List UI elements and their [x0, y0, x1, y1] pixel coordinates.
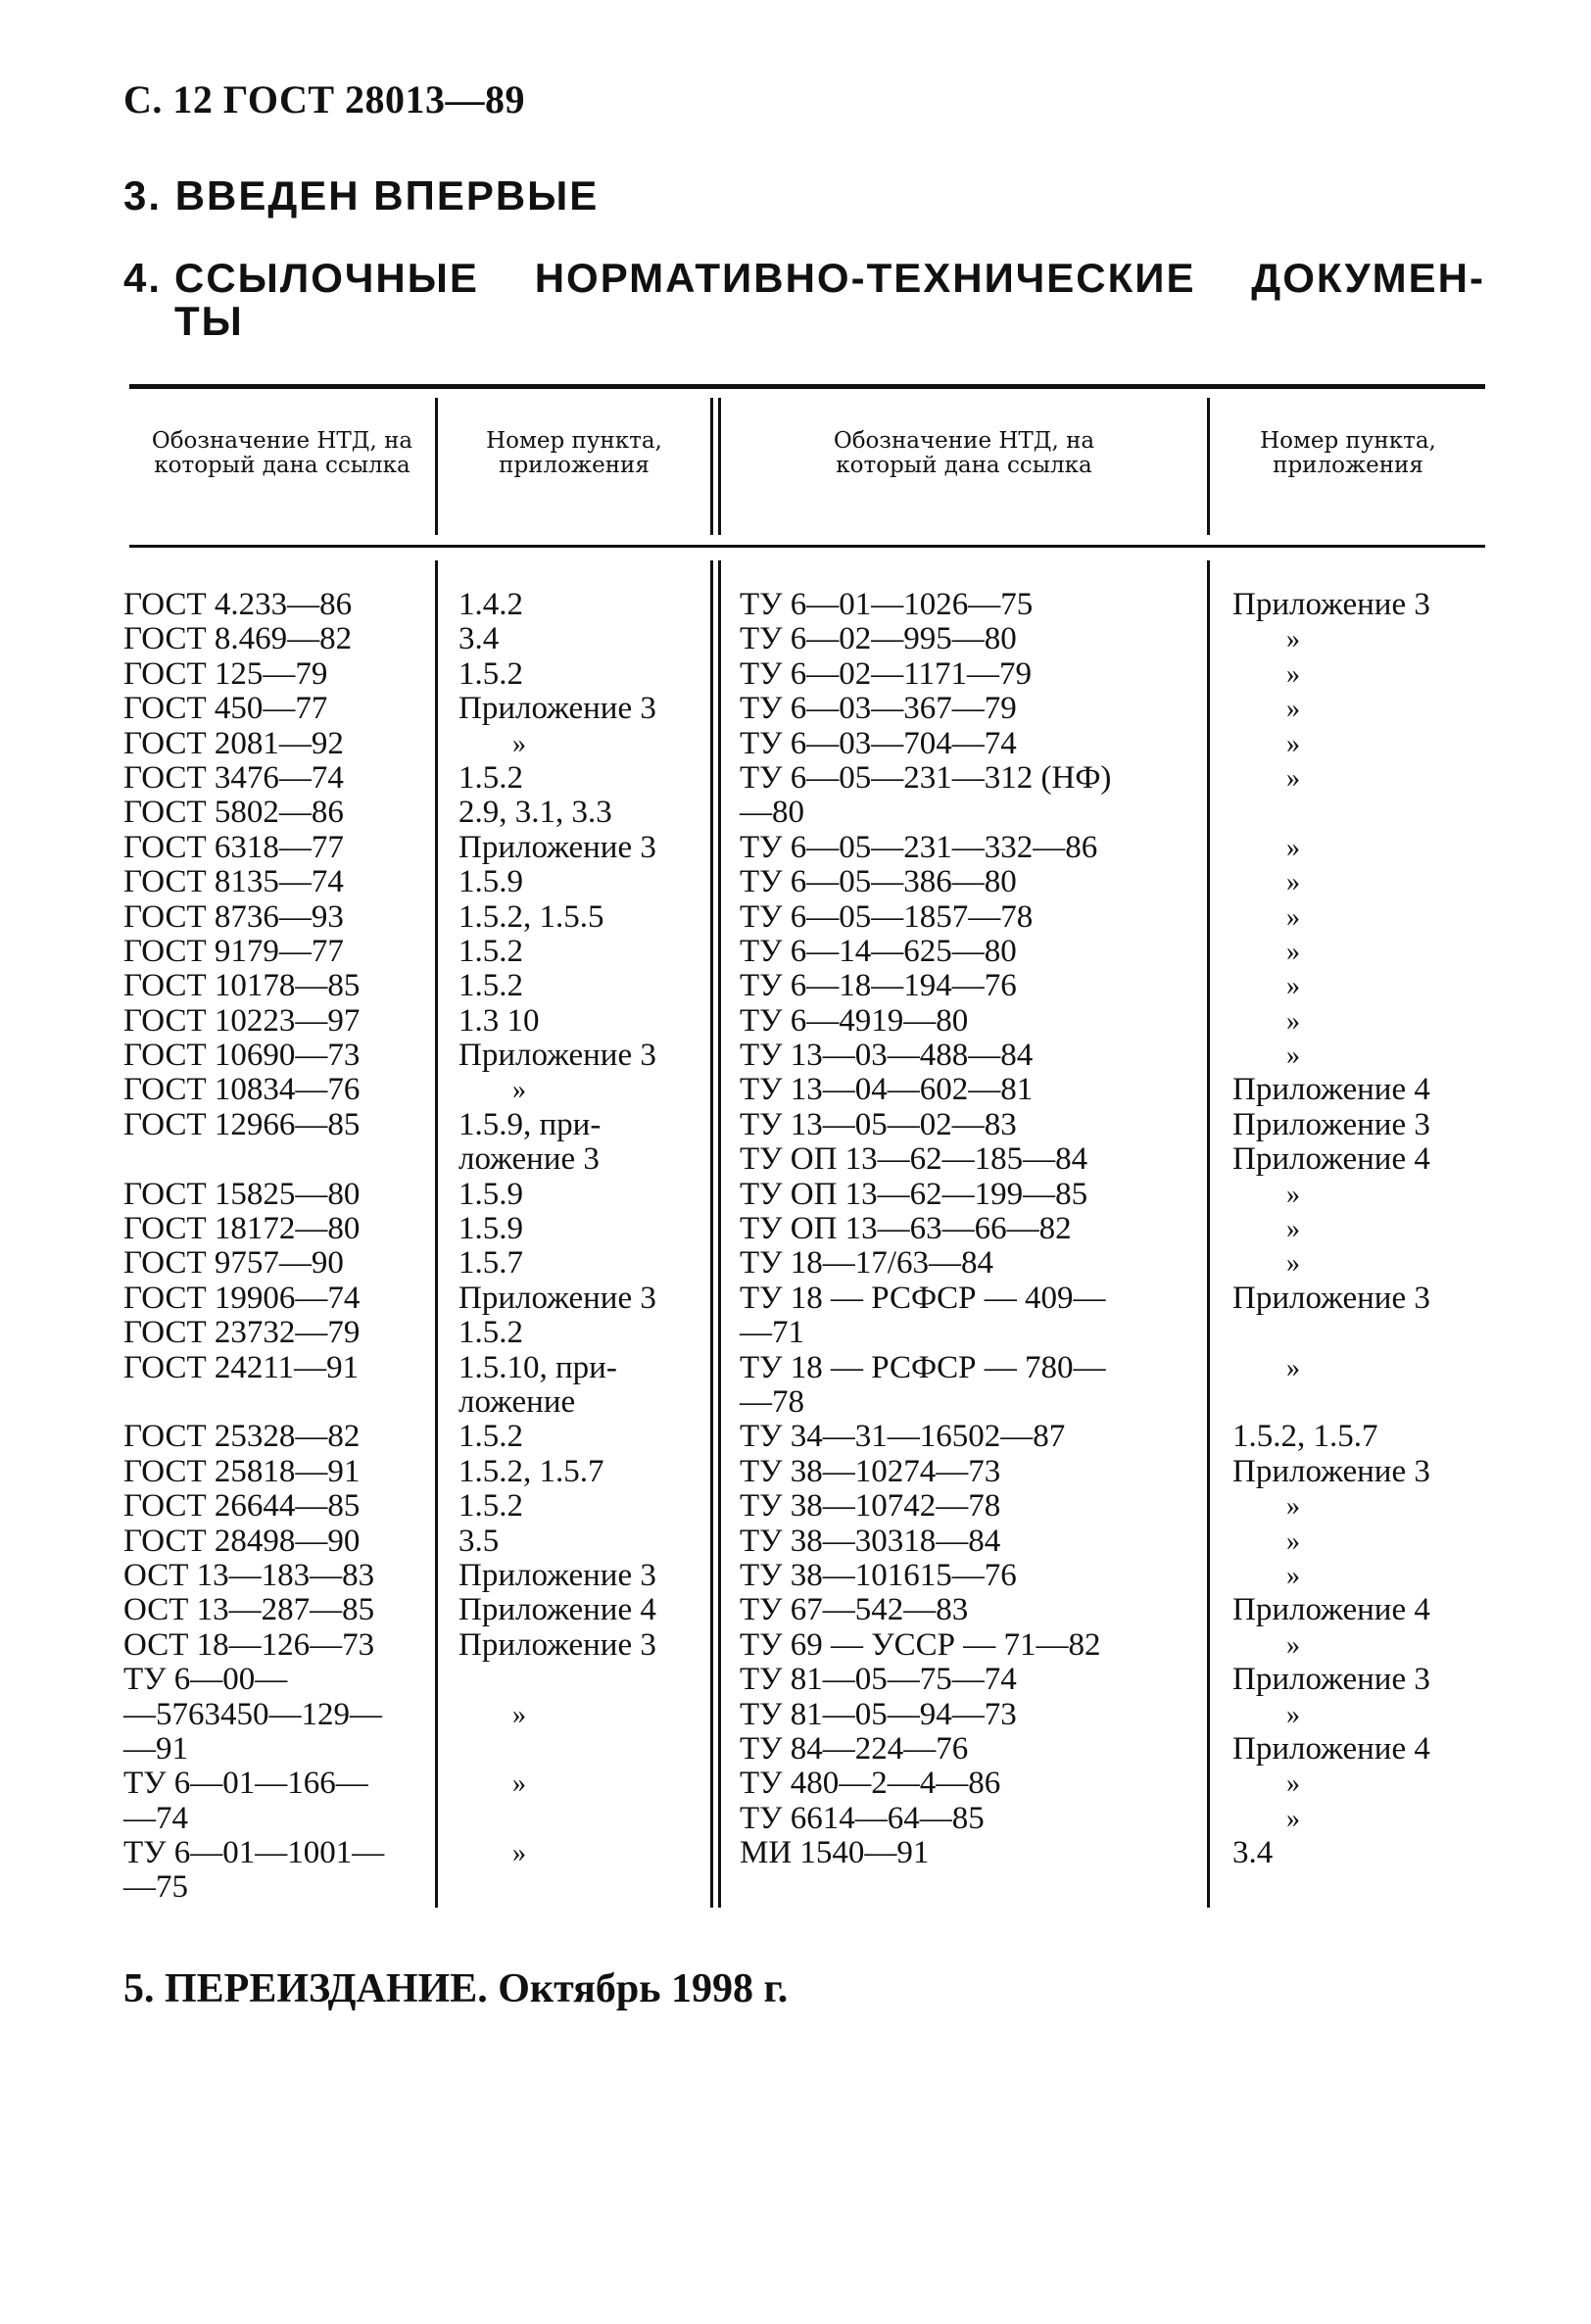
- item-number-line: 1.5.2, 1.5.7: [458, 1453, 604, 1489]
- ntd-designation-line: —5763450—129—: [123, 1696, 382, 1732]
- item-number-line: »: [1286, 1525, 1300, 1557]
- item-number-line: »: [512, 728, 526, 759]
- item-number-line: 3.5: [458, 1523, 500, 1559]
- ntd-designation-line: —71: [740, 1315, 804, 1351]
- item-number-line: »: [1286, 867, 1300, 898]
- ntd-designation-line: ГОСТ 10690—73: [123, 1038, 361, 1074]
- item-number-line: ложение: [458, 1383, 576, 1420]
- item-number-line: Приложение 3: [1232, 587, 1430, 622]
- ntd-designation-line: ТУ 480—2—4—86: [740, 1766, 1001, 1802]
- ntd-designation-line: ОСТ 18—126—73: [123, 1626, 375, 1663]
- ntd-designation-line: ТУ 84—224—76: [740, 1730, 969, 1767]
- header-left-item: Номер пункта, приложения: [486, 428, 662, 478]
- item-number-line: 1.5.2: [458, 1419, 523, 1455]
- ntd-designation-line: ГОСТ 12966—85: [123, 1106, 361, 1142]
- ntd-designation-line: ТУ ОП 13—62—185—84: [740, 1141, 1088, 1178]
- item-number-line: 1.4.2: [458, 587, 523, 622]
- item-number-line: Приложение 3: [458, 1626, 656, 1663]
- item-number-line: [458, 1663, 656, 1697]
- section-4-title-line1: ССЫЛОЧНЫЕ НОРМАТИВНО-ТЕХНИЧЕСКИЕ ДОКУМЕН-: [174, 255, 1485, 301]
- item-number-line: 3.4: [458, 621, 500, 657]
- ntd-designation-line: ГОСТ 19906—74: [123, 1280, 361, 1316]
- item-number-line: 1.5.9: [458, 1176, 523, 1212]
- ntd-designation-line: ТУ ОП 13—62—199—85: [740, 1176, 1088, 1212]
- item-number-line: 1.3 10: [458, 1002, 540, 1039]
- ntd-designation-line: —80: [740, 795, 804, 831]
- ntd-designation-line: ТУ 38—10274—73: [740, 1453, 1001, 1489]
- item-number-line: 1.5.2: [458, 1315, 523, 1351]
- header-left-doc: Обозначение НТД, на который дана ссылка: [151, 428, 413, 478]
- item-number-line: 1.5.2: [458, 968, 523, 1004]
- ntd-designation-line: ТУ 13—03—488—84: [740, 1038, 1034, 1074]
- column-divider: [435, 560, 438, 1908]
- item-number-line: »: [512, 1768, 526, 1800]
- column-left-doc: [123, 588, 384, 1906]
- item-number-line: 1.5.2, 1.5.5: [458, 898, 604, 935]
- item-number-line: 1.5.9, при-: [458, 1106, 602, 1142]
- item-number-line: ложение 3: [458, 1141, 600, 1178]
- ntd-designation-line: [123, 1142, 384, 1177]
- ntd-designation-line: ТУ 18 — РСФСР — 780—: [740, 1349, 1106, 1385]
- ntd-designation-line: ГОСТ 6318—77: [123, 829, 344, 865]
- ntd-designation-line: ГОСТ 10223—97: [123, 1002, 361, 1039]
- item-number-line: »: [1286, 1560, 1300, 1591]
- section-5-date: Октябрь 1998 г.: [498, 1966, 789, 2011]
- item-number-line: »: [1286, 694, 1300, 725]
- item-number-line: [1232, 1316, 1430, 1350]
- header-right-doc: Обозначение НТД, на который дана ссылка: [833, 428, 1095, 478]
- item-number-line: [458, 1802, 656, 1836]
- column-left-item: [458, 588, 656, 1906]
- item-number-line: »: [1286, 1352, 1300, 1383]
- table-top-rule: [129, 384, 1485, 389]
- ntd-designation-line: ГОСТ 125—79: [123, 655, 328, 692]
- item-number-line: »: [1286, 971, 1300, 1002]
- section-4-title-line2: ТЫ: [174, 298, 244, 344]
- item-number-line: 3.4: [1232, 1835, 1274, 1871]
- item-number-line: 1.5.10, при-: [458, 1349, 617, 1385]
- ntd-designation-line: ОСТ 13—287—85: [123, 1592, 375, 1628]
- ntd-designation-line: ГОСТ 9757—90: [123, 1245, 344, 1282]
- ntd-designation-line: ТУ 18 — РСФСР — 409—: [740, 1280, 1106, 1316]
- item-number-line: 1.5.2, 1.5.7: [1232, 1419, 1378, 1455]
- header-right-item: Номер пункта, приложения: [1260, 428, 1436, 478]
- ntd-designation-line: ТУ 6—01—166—: [123, 1766, 368, 1802]
- ntd-designation-line: ГОСТ 8.469—82: [123, 621, 353, 657]
- ntd-designation-line: ТУ 6—05—231—312 (НФ): [740, 759, 1112, 796]
- item-number-line: »: [1286, 658, 1300, 690]
- item-number-line: Приложение 4: [1232, 1730, 1430, 1767]
- item-number-line: »: [1286, 1041, 1300, 1072]
- page-header: С. 12 ГОСТ 28013—89: [123, 77, 526, 121]
- ntd-designation-line: ГОСТ 450—77: [123, 691, 328, 727]
- ntd-designation-line: ТУ 6—05—231—332—86: [740, 829, 1098, 865]
- column-right-doc: [740, 588, 1111, 1906]
- item-number-line: [1232, 1870, 1430, 1905]
- item-number-line: »: [512, 1699, 526, 1730]
- reference-table: [123, 384, 1485, 1911]
- item-number-line: [458, 1870, 656, 1905]
- ntd-designation-line: ГОСТ 2081—92: [123, 725, 344, 761]
- item-number-line: Приложение 4: [1232, 1141, 1430, 1178]
- item-number-line: »: [1286, 1629, 1300, 1661]
- ntd-designation-line: ГОСТ 23732—79: [123, 1315, 361, 1351]
- ntd-designation-line: ГОСТ 26644—85: [123, 1488, 361, 1525]
- ntd-designation-line: ГОСТ 25818—91: [123, 1453, 361, 1489]
- item-number-line: »: [512, 1075, 526, 1106]
- item-number-line: [458, 1732, 656, 1767]
- item-number-line: [1232, 1385, 1430, 1420]
- item-number-line: »: [1286, 762, 1300, 794]
- table-header-rule: [129, 545, 1485, 548]
- ntd-designation-line: ГОСТ 8736—93: [123, 898, 344, 935]
- ntd-designation-line: ТУ 6—05—386—80: [740, 864, 1017, 900]
- ntd-designation-line: ТУ 81—05—75—74: [740, 1662, 1017, 1698]
- item-number-line: »: [1286, 728, 1300, 759]
- ntd-designation-line: ТУ ОП 13—63—66—82: [740, 1211, 1072, 1247]
- section-4-number: 4.: [123, 255, 163, 301]
- item-number-line: Приложение 3: [1232, 1453, 1430, 1489]
- column-divider: [710, 560, 713, 1908]
- ntd-designation-line: ГОСТ 4.233—86: [123, 587, 353, 622]
- ntd-designation-line: ГОСТ 15825—80: [123, 1176, 361, 1212]
- ntd-designation-line: ГОСТ 9179—77: [123, 933, 344, 969]
- ntd-designation-line: [740, 1870, 1111, 1905]
- item-number-line: »: [1286, 624, 1300, 655]
- ntd-designation-line: ТУ 6—4919—80: [740, 1002, 969, 1039]
- ntd-designation-line: ГОСТ 5802—86: [123, 795, 344, 831]
- ntd-designation-line: ГОСТ 10178—85: [123, 968, 361, 1004]
- ntd-designation-line: ТУ 6—00—: [123, 1662, 288, 1698]
- ntd-designation-line: ТУ 6—01—1026—75: [740, 587, 1034, 622]
- ntd-designation-line: ТУ 38—10742—78: [740, 1488, 1001, 1525]
- ntd-designation-line: ГОСТ 25328—82: [123, 1419, 361, 1455]
- ntd-designation-line: ГОСТ 8135—74: [123, 864, 344, 900]
- item-number-line: 1.5.2: [458, 933, 523, 969]
- ntd-designation-line: ГОСТ 10834—76: [123, 1072, 361, 1108]
- ntd-designation-line: ОСТ 13—183—83: [123, 1557, 375, 1593]
- ntd-designation-line: ТУ 18—17/63—84: [740, 1245, 993, 1282]
- item-number-line: Приложение 3: [458, 1280, 656, 1316]
- item-number-line: 1.5.7: [458, 1245, 523, 1282]
- item-number-line: 1.5.9: [458, 864, 523, 900]
- ntd-designation-line: ТУ 6—05—1857—78: [740, 898, 1034, 935]
- section-3-heading: 3. ВВЕДЕН ВПЕРВЫЕ: [123, 172, 600, 218]
- ntd-designation-line: ТУ 13—04—602—81: [740, 1072, 1034, 1108]
- ntd-designation-line: —91: [123, 1730, 188, 1767]
- item-number-line: »: [1286, 901, 1300, 933]
- ntd-designation-line: ТУ 6—03—704—74: [740, 725, 1017, 761]
- ntd-designation-line: ТУ 6—03—367—79: [740, 691, 1017, 727]
- ntd-designation-line: ТУ 6—18—194—76: [740, 968, 1017, 1004]
- ntd-designation-line: ТУ 6614—64—85: [740, 1800, 985, 1836]
- ntd-designation-line: ГОСТ 24211—91: [123, 1349, 360, 1385]
- ntd-designation-line: ТУ 6—14—625—80: [740, 933, 1017, 969]
- ntd-designation-line: ГОСТ 18172—80: [123, 1211, 361, 1247]
- item-number-line: »: [1286, 1768, 1300, 1800]
- ntd-designation-line: —74: [123, 1800, 188, 1836]
- ntd-designation-line: [123, 1385, 384, 1420]
- item-number-line: »: [1286, 1214, 1300, 1245]
- item-number-line: Приложение 3: [458, 829, 656, 865]
- item-number-line: Приложение 4: [1232, 1592, 1430, 1628]
- ntd-designation-line: МИ 1540—91: [740, 1835, 930, 1871]
- item-number-line: Приложение 3: [458, 691, 656, 727]
- item-number-line: Приложение 4: [1232, 1072, 1430, 1108]
- item-number-line: 1.5.9: [458, 1211, 523, 1247]
- ntd-designation-line: ТУ 38—30318—84: [740, 1523, 1001, 1559]
- item-number-line: Приложение 3: [1232, 1106, 1430, 1142]
- item-number-line: 1.5.2: [458, 655, 523, 692]
- ntd-designation-line: ТУ 13—05—02—83: [740, 1106, 1017, 1142]
- ntd-designation-line: ТУ 6—02—1171—79: [740, 655, 1033, 692]
- item-number-line: [1232, 796, 1430, 830]
- item-number-line: Приложение 3: [1232, 1662, 1430, 1698]
- item-number-line: 2.9, 3.1, 3.3: [458, 795, 612, 831]
- item-number-line: 1.5.2: [458, 1488, 523, 1525]
- column-divider: [718, 560, 721, 1908]
- ntd-designation-line: ТУ 6—01—1001—: [123, 1835, 385, 1871]
- item-number-line: »: [512, 1838, 526, 1869]
- item-number-line: »: [1286, 1005, 1300, 1037]
- header-divider: [718, 398, 721, 535]
- header-divider: [435, 398, 438, 535]
- column-divider: [1207, 560, 1210, 1908]
- ntd-designation-line: ТУ 67—542—83: [740, 1592, 969, 1628]
- item-number-line: »: [1286, 1179, 1300, 1210]
- item-number-line: »: [1286, 936, 1300, 967]
- header-divider: [1207, 398, 1210, 535]
- column-right-item: [1232, 588, 1430, 1906]
- ntd-designation-line: ГОСТ 28498—90: [123, 1523, 361, 1559]
- header-divider: [710, 398, 713, 535]
- ntd-designation-line: ТУ 38—101615—76: [740, 1557, 1017, 1593]
- section-5-heading: [123, 1965, 788, 2012]
- ntd-designation-line: —78: [740, 1383, 804, 1420]
- item-number-line: Приложение 3: [458, 1038, 656, 1074]
- item-number-line: Приложение 4: [458, 1592, 656, 1628]
- item-number-line: »: [1286, 1699, 1300, 1730]
- item-number-line: Приложение 3: [458, 1557, 656, 1593]
- item-number-line: »: [1286, 1248, 1300, 1280]
- ntd-designation-line: ТУ 81—05—94—73: [740, 1696, 1017, 1732]
- item-number-line: »: [1286, 832, 1300, 863]
- ntd-designation-line: ТУ 6—02—995—80: [740, 621, 1017, 657]
- ntd-designation-line: ГОСТ 3476—74: [123, 759, 344, 796]
- ntd-designation-line: ТУ 34—31—16502—87: [740, 1419, 1066, 1455]
- ntd-designation-line: —75: [123, 1869, 188, 1906]
- section-5-label: 5. ПЕРЕИЗДАНИЕ.: [123, 1966, 488, 2011]
- ntd-designation-line: ТУ 69 — УССР — 71—82: [740, 1626, 1101, 1663]
- item-number-line: »: [1286, 1803, 1300, 1834]
- item-number-line: 1.5.2: [458, 759, 523, 796]
- item-number-line: Приложение 3: [1232, 1280, 1430, 1316]
- item-number-line: »: [1286, 1491, 1300, 1523]
